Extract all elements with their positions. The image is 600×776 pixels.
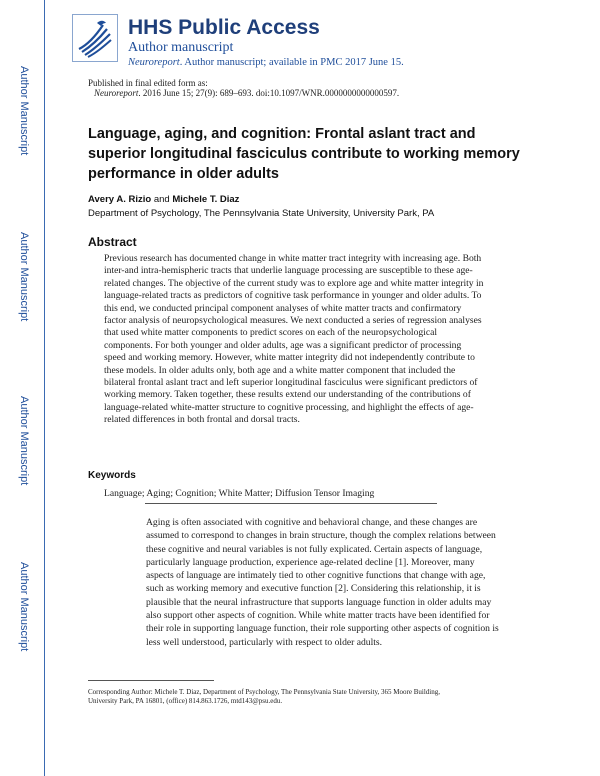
intro-line: Aging is often associated with cognitive and behavioral change, and these changes are xyxy=(146,517,478,528)
abstract-line: speed and working memory. However, white matter integrity did not independently contribute to xyxy=(104,352,475,364)
author-name: Michele T. Diaz xyxy=(172,194,240,205)
abstract-heading: Abstract xyxy=(88,235,137,249)
hhs-public-access-title: HHS Public Access xyxy=(128,16,320,39)
footnote-divider xyxy=(88,680,214,681)
abstract-line: bilateral frontal aslant tract and left superior longitudinal fasciculus were significant predictors of xyxy=(104,377,478,389)
article-title: Language, aging, and cognition: Frontal aslant tract and superior longitudinal fasciculus contribute to working memory performance in older adults xyxy=(88,126,520,182)
abstract-line: related differences in both frontal and dorsal tracts. xyxy=(104,414,300,426)
author-name: Avery A. Rizio xyxy=(88,194,152,205)
abstract-line: language-related tracts as predictors of cognitive task performance in younger and older adults. To xyxy=(104,290,482,302)
abstract-line: related changes. The objective of the current study was to explore age and white matter integrity in xyxy=(104,277,484,289)
sidebar-label: Author Manuscript xyxy=(18,396,30,486)
abstract-line: that used white matter components to predict scores on each of the neuropsychological xyxy=(104,327,438,339)
author-manuscript-subtitle: Author manuscript xyxy=(128,40,234,55)
sidebar-label: Author Manuscript xyxy=(18,562,30,652)
citation-journal: Neuroreport xyxy=(94,88,139,98)
intro-line: assumed to correspond to changes in brain structure, though the complex relations between xyxy=(146,530,496,542)
abstract-line: inter-and intra-hemispheric tracts that underlie language processing are susceptible to these age- xyxy=(104,265,473,277)
keywords-heading: Keywords xyxy=(88,470,136,481)
availability-text: . Author manuscript; available in PMC 2017 June 15. xyxy=(179,57,404,68)
introduction-paragraph xyxy=(146,516,516,649)
intro-line: aspects of language are intimately tied to other cognitive functions that change with age, xyxy=(146,570,486,582)
sidebar-label: Author Manuscript xyxy=(18,66,30,156)
corresponding-author-footnote xyxy=(88,688,518,706)
sidebar-label: Author Manuscript xyxy=(18,232,30,322)
section-divider xyxy=(145,503,437,504)
author-manuscript-sidebar xyxy=(0,0,45,776)
footnote-line: University Park, PA 16801, (office) 814.863.1726, mtd143@psu.edu. xyxy=(88,697,283,705)
keywords-text: Language; Aging; Cognition; White Matter; Diffusion Tensor Imaging xyxy=(104,488,375,499)
intro-line: their role in supporting language function, their role supporting other aspects of cognition is xyxy=(146,623,499,635)
availability-line xyxy=(128,57,404,68)
abstract-line: working memory. Taken together, these results extend our understanding of the contributions of xyxy=(104,389,471,401)
intro-line: also support other aspects of cognition. While white matter tracts have been identified for xyxy=(146,610,490,622)
author-conjunction: and xyxy=(151,194,173,205)
abstract-body xyxy=(104,253,524,427)
affiliation: Department of Psychology, The Pennsylvania State University, University Park, PA xyxy=(88,208,435,219)
abstract-line: components. For both younger and older adults, age was a significant predictor of processing xyxy=(104,339,462,351)
abstract-line: Previous research has documented change in white matter tract integrity with increasing age. Both xyxy=(104,253,482,264)
author-list xyxy=(88,194,239,205)
abstract-line: this end, we conducted principal component analyses of white matter tracts and confirmatory xyxy=(104,302,462,314)
citation-text: . 2016 June 15; 27(9): 689–693. doi:10.1097/WNR.0000000000000597. xyxy=(138,88,400,98)
abstract-line: these models. In older adults only, both age and a white matter component that included the xyxy=(104,364,456,376)
footnote-line: Corresponding Author: Michele T. Diaz, Department of Psychology, The Pennsylvania State University, 365 Moore Building, xyxy=(88,688,440,696)
published-line: Published in final edited form as: xyxy=(88,78,208,88)
intro-line: plausible that the neural infrastructure that supports language function in older adults may xyxy=(146,596,492,608)
hhs-eagle-icon xyxy=(72,14,118,62)
intro-line: these cognitive and neural variables is not fully explicated. Certain aspects of language, xyxy=(146,543,483,555)
citation-line xyxy=(94,88,399,98)
journal-name: Neuroreport xyxy=(128,57,180,68)
intro-line: less well understood, particularly with respect to older adults. xyxy=(146,636,383,648)
intro-line: particularly language production, experience age-related decline [1]. Moreover, many xyxy=(146,556,475,568)
abstract-line: factor analysis of neuropsychological measures. We next conducted a series of regression analyses xyxy=(104,315,482,327)
intro-line: such as working memory and executive function [2]. Considering this relationship, it is xyxy=(146,583,481,595)
abstract-line: language-related white-matter structure to cognitive processing, and highlight the effects of age- xyxy=(104,401,474,413)
